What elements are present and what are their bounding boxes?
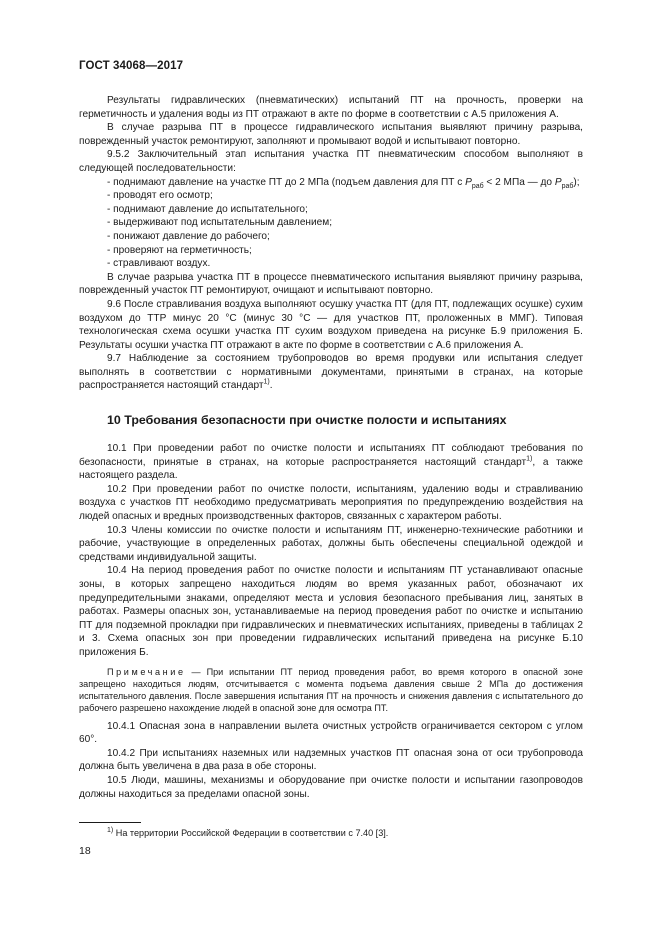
paragraph-test-results: Результаты гидравлических (пневматических) испытаний ПТ на прочность, проверки на герметичность и удаления воды из ПТ отражают в акте по форме в соответствии с А.5 приложения А. (79, 95, 583, 120)
footnote-ref: 1) (526, 455, 533, 463)
paragraph-9-7: 9.7 Наблюдение за состоянием трубопроводов во время продувки или испытания следует выполнять в соответствии с нормативными документами, принятыми в странах, на которые распространяется настоящий стандарт$^{1)}$. (79, 353, 583, 392)
page-number: 18 (79, 845, 91, 857)
list-item-step-1: - поднимают давление на участке ПТ до 2 МПа (подъем давления для ПТ с $P_{раб} < 2$ МПа — до $P_{раб}$); (107, 176, 580, 190)
paragraph-10-4: 10.4 На период проведения работ по очистке полости и испытаниям ПТ устанавливают опасные зоны, в которых запрещено находиться людям во время указанных работ, обозначают их предупредительными знаками, определяют места и условия безопасного пребывания лиц, занятых в работах. Размеры опасных зон, устанавливаемые на период проведения работ по очистке и испытанию ПТ для подземной прокладки при гидравлических и пневматических испытаниях, приведены в таблицах 2 и 3. Схема опасных зон при проведении гидравлических испытаний приведена на рисунке Б.10 приложения Б. (79, 565, 583, 658)
note-text: — При испытании ПТ период проведения работ, во время которого в опасной зоне запрещено находиться людям, отсчитывается с момента подъема давления свыше 2 МПа до достижения испытательного давления. После завершения испытания ПТ на прочность и снижения давления с испытательного до рабочего разрешено нахождение людей в опасной зоне для осмотра ПТ. (79, 666, 583, 713)
paragraph-10-2: 10.2 При проведении работ по очистке полости, испытаниям, удалению воды и стравливанию воздуха с участков ПТ необходимо предусматривать мероприятия по предупреждению воздействия на людей опасных и вредных производственных факторов, связанных с характером работы. (79, 483, 583, 523)
list-item-step-2: - проводят его осмотр; (107, 190, 213, 202)
paragraph-10-5: 10.5 Люди, машины, механизмы и оборудование при очистке полости и испытании газопроводов должны находиться за пределами опасной зоны. (79, 774, 583, 800)
page-body (79, 94, 583, 801)
footnote-marker: 1) (107, 826, 114, 834)
list-item-step-4: - выдерживают под испытательным давлением; (107, 217, 333, 229)
list-item-step-6: - проверяют на герметичность; (107, 244, 252, 256)
paragraph-9-5-2: 9.5.2 Заключительный этап испытания участка ПТ пневматическим способом выполняют в следующей последовательности: (79, 149, 583, 174)
paragraph-10-4-2: 10.4.2 При испытаниях наземных или надземных участков ПТ опасная зона от оси трубопровода должна быть увеличена в два раза в обе стороны. (79, 747, 583, 773)
paragraph-10-1: 10.1 При проведении работ по очистке полости и испытаниях ПТ соблюдают требования по безопасности, принятые в странах, на которые распространяется настоящий стандарт$^{1)}$, а также настоящего раздела. (79, 443, 584, 482)
paragraph-9-6: 9.6 После стравливания воздуха выполняют осушку участка ПТ (для ПТ, подлежащих осушке) сухим воздухом до ТТР минус 20 °С (минус 30 °С — для участков ПТ, проложенных в ММГ). Типовая технологическая схема осушки участка ПТ сухим воздухом приведена на рисунке Б.9 приложения Б. Результаты осушки участка ПТ отражают в акте по форме в соответствии с А.6 приложения А. (79, 298, 583, 351)
section-10-heading: 10 Требования безопасности при очистке полости и испытаниях (107, 413, 507, 428)
paragraph-pneumatic-rupture: В случае разрыва участка ПТ в процессе пневматического испытания выявляют причину разрыва, поврежденный участок ПТ ремонтируют, очищают и испытывают повторно. (79, 271, 583, 297)
paragraph-10-4-1: 10.4.1 Опасная зона в направлении вылета очистных устройств ограничивается сектором с углом 60°. (79, 720, 583, 746)
footnote-ref: 1) (263, 379, 270, 387)
footnote-divider (79, 822, 141, 823)
list-item-step-7: - стравливают воздух. (107, 258, 211, 270)
note-block (79, 666, 583, 714)
list-item-step-3: - поднимают давление до испытательного; (107, 203, 308, 215)
paragraph-hydraulic-rupture: В случае разрыва ПТ в процессе гидравлического испытания выявляют причину разрыва, поврежденный участок ремонтируют, заполняют и промывают водой и испытывают повторно. (79, 122, 583, 147)
paragraph-10-3: 10.3 Члены комиссии по очистке полости и испытаниям ПТ, инженерно-технические работники и рабочие, участвующие в определенных работах, должны быть обеспечены специальной одеждой и средствами индивидуальной защиты. (79, 524, 583, 563)
document-code-header: ГОСТ 34068—2017 (79, 60, 184, 72)
footnote-text: На территории Российской Федерации в соответствии с 7.40 [3]. (113, 828, 389, 838)
note-label: Примечание (107, 666, 186, 677)
footnote (107, 827, 388, 839)
list-item-step-5: - понижают давление до рабочего; (107, 230, 270, 242)
